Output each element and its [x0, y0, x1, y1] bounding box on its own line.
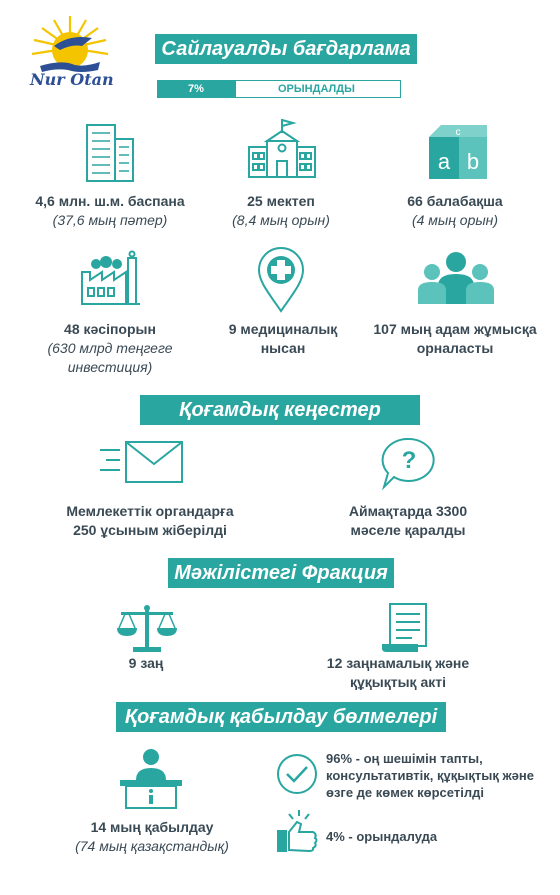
reception-total-title: 14 мың қабылдау	[90, 819, 214, 835]
program-banner: Сайлауалды бағдарлама	[155, 34, 417, 64]
factory-icon	[80, 250, 142, 306]
thumbs-up-icon	[275, 808, 323, 854]
faction-acts: 12 заңнамалық және құқықтық акті	[326, 655, 470, 690]
reception-desk-person-icon	[118, 748, 184, 810]
stat-employment-title: 107 мың адам жұмысқа орналасты	[373, 321, 537, 356]
progress-label: ОРЫНДАЛДЫ	[278, 83, 355, 95]
abc-blocks-icon	[425, 123, 491, 181]
envelope-icon	[98, 440, 186, 486]
svg-text:b: b	[466, 149, 480, 174]
stat-housing-sub: (37,6 мың пәтер)	[52, 212, 168, 228]
scales-of-justice-icon	[115, 604, 179, 654]
stat-enterprises	[20, 320, 200, 377]
stat-schools	[196, 192, 366, 230]
stat-enterprises-sub: (630 млрд теңгеге инвестиция)	[47, 340, 173, 375]
reception-total-sub: (74 мың қазақстандық)	[75, 838, 229, 854]
stat-housing	[20, 192, 200, 230]
stat-medical-title: 9 медициналық нысан	[228, 321, 338, 356]
people-group-icon	[418, 250, 494, 306]
medical-location-pin-icon	[257, 247, 305, 313]
progress-bar	[157, 80, 401, 98]
stat-schools-title: 25 мектеп	[247, 193, 315, 209]
progress-value: 7%	[188, 83, 204, 95]
reception-in-progress: 4% - орындалуда	[326, 829, 438, 844]
reception-positive: 96% - оң шешімін тапты, консультативтік, құқықтық және өзге де көмек көрсетілді	[326, 751, 534, 800]
reception-total	[52, 818, 252, 856]
faction-laws: 9 заң	[128, 655, 164, 671]
nur-otan-logo	[20, 12, 120, 102]
svg-text:?: ?	[401, 447, 417, 474]
stat-kindergartens-title: 66 балабақша	[407, 193, 503, 209]
scroll-document-icon	[380, 602, 430, 654]
checkmark-circle-icon	[275, 752, 319, 796]
svg-text:a: a	[437, 149, 451, 174]
question-chat-bubble-icon	[380, 437, 438, 491]
councils-issues: Аймақтарда 3300 мәселе қаралды	[348, 503, 468, 538]
stat-employment	[370, 320, 540, 358]
logo-text: Nur Otan	[30, 70, 114, 89]
councils-proposals: Мемлекеттік органдарға 250 ұсыным жіберілді	[66, 503, 234, 538]
stat-enterprises-title: 48 кәсіпорын	[64, 321, 156, 337]
svg-text:c: c	[455, 127, 461, 138]
stat-housing-title: 4,6 млн. ш.м. баспана	[35, 193, 185, 209]
school-building-icon	[247, 117, 317, 179]
stat-medical	[218, 320, 348, 358]
stat-schools-sub: (8,4 мың орын)	[232, 212, 330, 228]
stat-kindergartens-sub: (4 мың орын)	[411, 212, 499, 228]
apartment-building-icon	[83, 123, 137, 183]
faction-banner: Мәжілістегі Фракция	[168, 558, 394, 588]
stat-kindergartens	[375, 192, 535, 230]
reception-banner: Қоғамдық қабылдау бөлмелері	[116, 702, 446, 732]
councils-banner: Қоғамдық кеңестер	[140, 395, 420, 425]
